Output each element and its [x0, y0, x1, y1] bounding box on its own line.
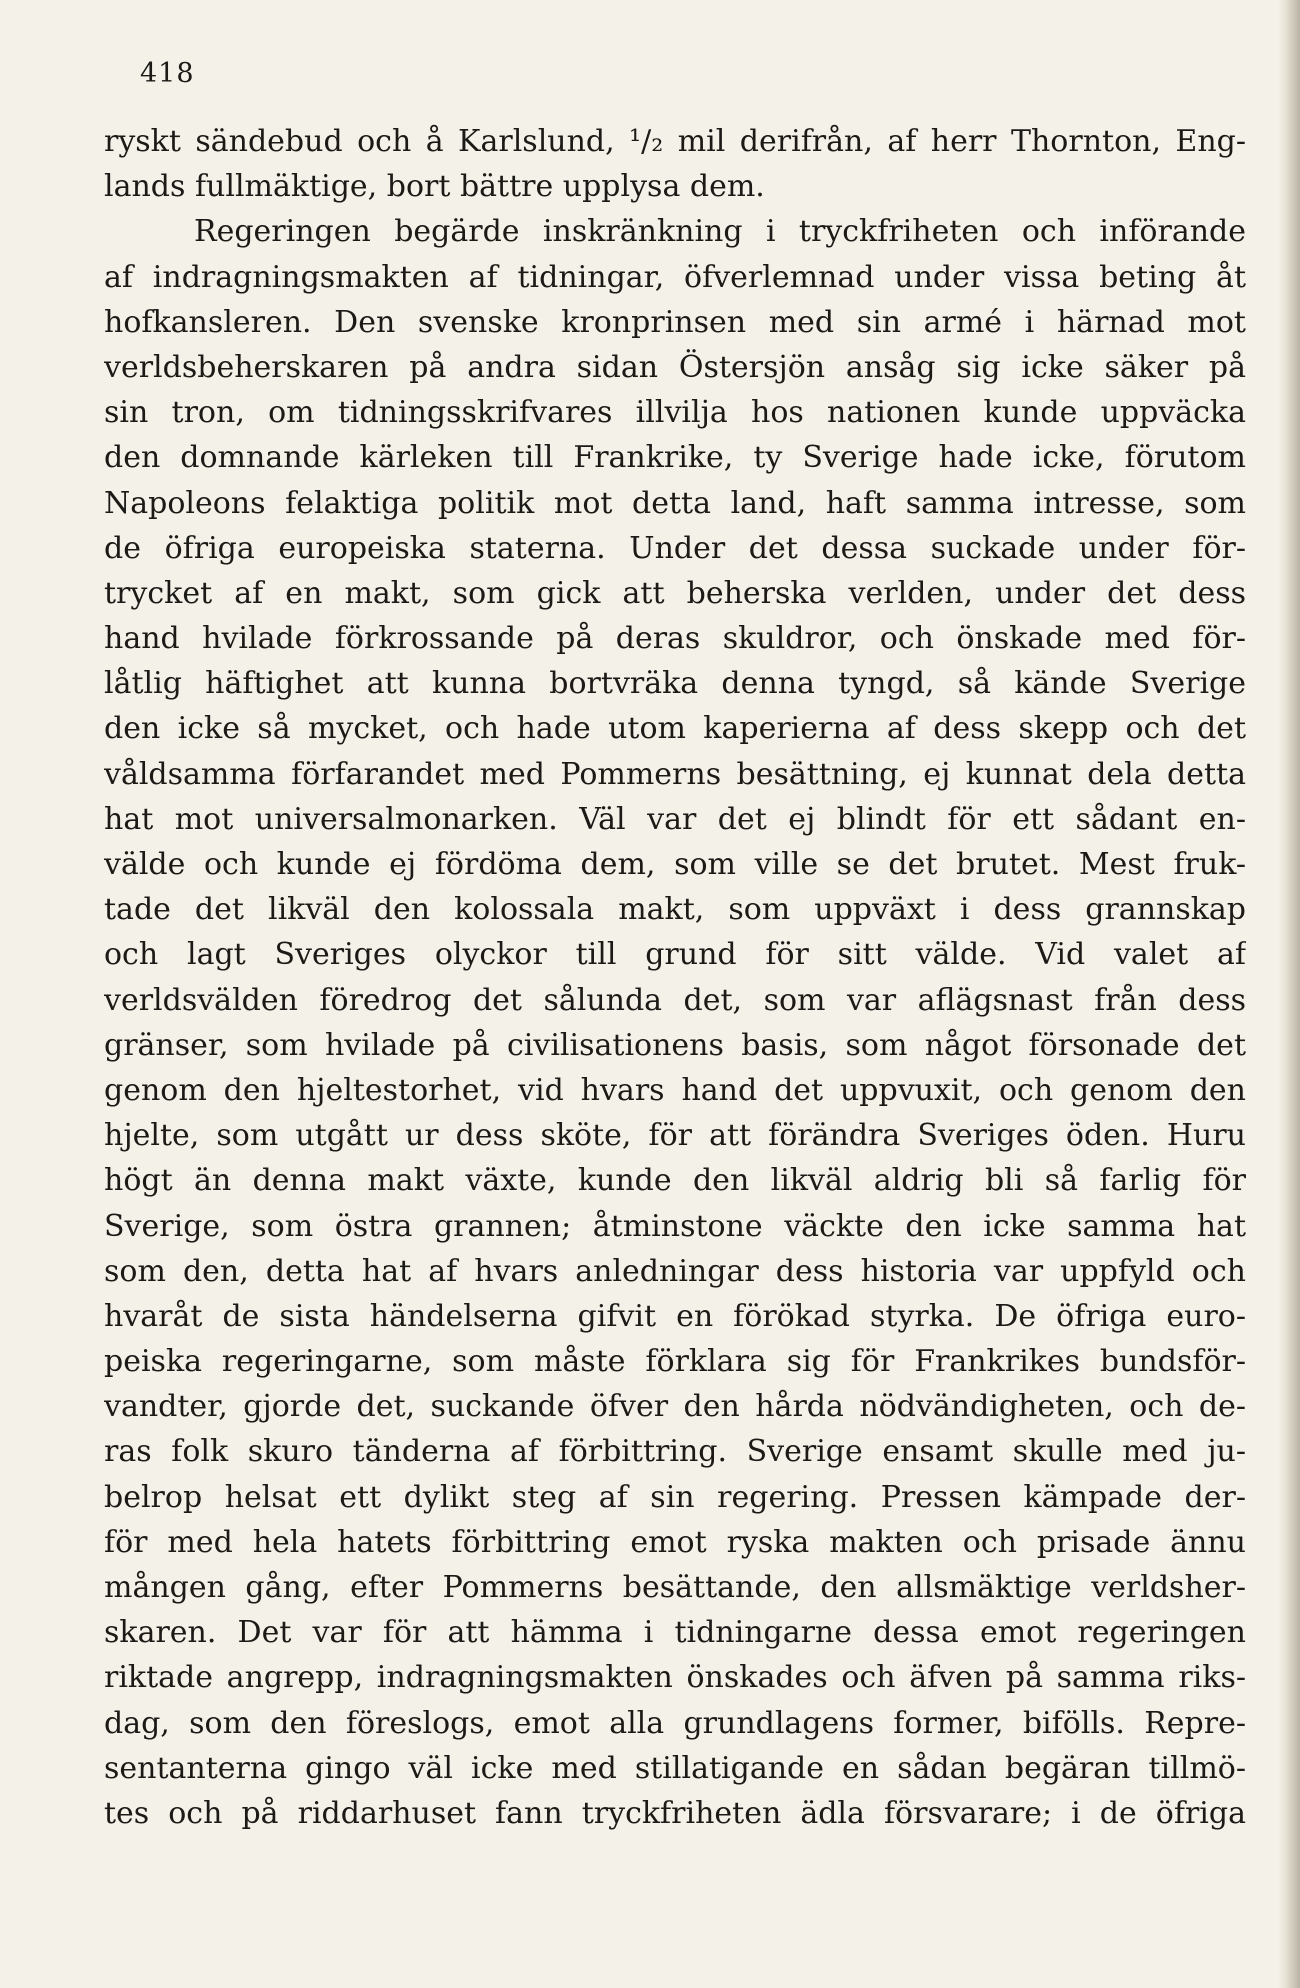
text-line: den icke så mycket, och hade utom kaperierna af dess skepp och det	[104, 711, 1246, 747]
text-line: ryskt sändebud och å Karlslund, ¹/₂ mil derifrån, af herr Thornton, Eng-	[104, 124, 1246, 159]
text-line: välde och kunde ej fördöma dem, som ville se det brutet. Mest fruk-	[104, 847, 1246, 882]
text-line: trycket af en makt, som gick att beherska verlden, under det dess	[104, 575, 1246, 611]
text-line: Regeringen begärde inskränkning i tryckfriheten och införande	[194, 214, 1246, 250]
text-line: vandter, gjorde det, suckande öfver den hårda nödvändigheten, och de-	[104, 1389, 1246, 1425]
text-line: som den, detta hat af hvars anledningar dess historia var uppfyld och	[104, 1253, 1246, 1289]
text-line: riktade angrepp, indragningsmakten önskades och äfven på samma riks-	[104, 1660, 1246, 1696]
text-line: lands fullmäktige, bort bättre upplysa dem.	[104, 169, 765, 205]
text-line: sin tron, om tidningsskrifvares illvilja hos nationen kunde uppväcka	[104, 395, 1246, 431]
text-line: den domnande kärleken till Frankrike, ty Sverige hade icke, förutom	[104, 440, 1246, 476]
text-line: tes och på riddarhuset fann tryckfriheten ädla försvarare; i de öfriga	[104, 1795, 1246, 1831]
text-line: låtlig häftighet att kunna bortvräka denna tyngd, så kände Sverige	[104, 666, 1246, 702]
text-line: verldsbeherskaren på andra sidan Östersjön ansåg sig icke säker på	[104, 349, 1246, 385]
page-edge-shadow	[1278, 0, 1300, 1988]
text-line: sentanterna gingo väl icke med stillatigande en sådan begäran tillmö-	[104, 1750, 1246, 1786]
text-line: skaren. Det var för att hämma i tidningarne dessa emot regeringen	[104, 1615, 1246, 1651]
text-line: gränser, som hvilade på civilisationens basis, som något försonade det	[104, 1027, 1246, 1063]
text-line: hat mot universalmonarken. Väl var det ej blindt för ett sådant en-	[104, 801, 1246, 837]
body-text	[104, 119, 1246, 1836]
text-line: genom den hjeltestorhet, vid hvars hand det uppvuxit, och genom den	[104, 1072, 1246, 1108]
text-line: Napoleons felaktiga politik mot detta land, haft samma intresse, som	[104, 485, 1246, 521]
text-line: belrop helsat ett dylikt steg af sin regering. Pressen kämpade der-	[104, 1479, 1246, 1515]
text-line: mången gång, efter Pommerns besättande, den allsmäktige verldsher-	[104, 1570, 1246, 1605]
text-line: verldsvälden föredrog det sålunda det, som var aflägsnast från dess	[104, 982, 1246, 1018]
text-line: och lagt Sveriges olyckor till grund för sitt välde. Vid valet af	[104, 937, 1246, 973]
text-line: hjelte, som utgått ur dess sköte, för att förändra Sveriges öden. Huru	[104, 1118, 1246, 1154]
text-line: hofkansleren. Den svenske kronprinsen med sin armé i härnad mot	[104, 304, 1246, 340]
text-line: ras folk skuro tänderna af förbittring. Sverige ensamt skulle med ju-	[104, 1434, 1246, 1470]
text-line: hvaråt de sista händelserna gifvit en förökad styrka. De öfriga euro-	[104, 1298, 1246, 1334]
page-number: 418	[140, 58, 195, 89]
text-line: hand hvilade förkrossande på deras skuldror, och önskade med för-	[104, 621, 1246, 657]
text-line: Sverige, som östra grannen; åtminstone väckte den icke samma hat	[104, 1208, 1246, 1244]
text-line: för med hela hatets förbittring emot ryska makten och prisade ännu	[104, 1524, 1246, 1560]
text-line: peiska regeringarne, som måste förklara sig för Frankrikes bundsför-	[104, 1344, 1246, 1380]
text-line: dag, som den föreslogs, emot alla grundlagens former, bifölls. Repre-	[104, 1705, 1246, 1741]
text-line: de öfriga europeiska staterna. Under det dessa suckade under för-	[104, 530, 1246, 566]
text-line: af indragningsmakten af tidningar, öfverlemnad under vissa beting åt	[104, 259, 1246, 295]
text-line: våldsamma förfarandet med Pommerns besättning, ej kunnat dela detta	[104, 756, 1246, 792]
text-line: högt än denna makt växte, kunde den likväl aldrig bli så farlig för	[104, 1163, 1246, 1199]
text-line: tade det likväl den kolossala makt, som uppväxt i dess grannskap	[104, 892, 1246, 928]
